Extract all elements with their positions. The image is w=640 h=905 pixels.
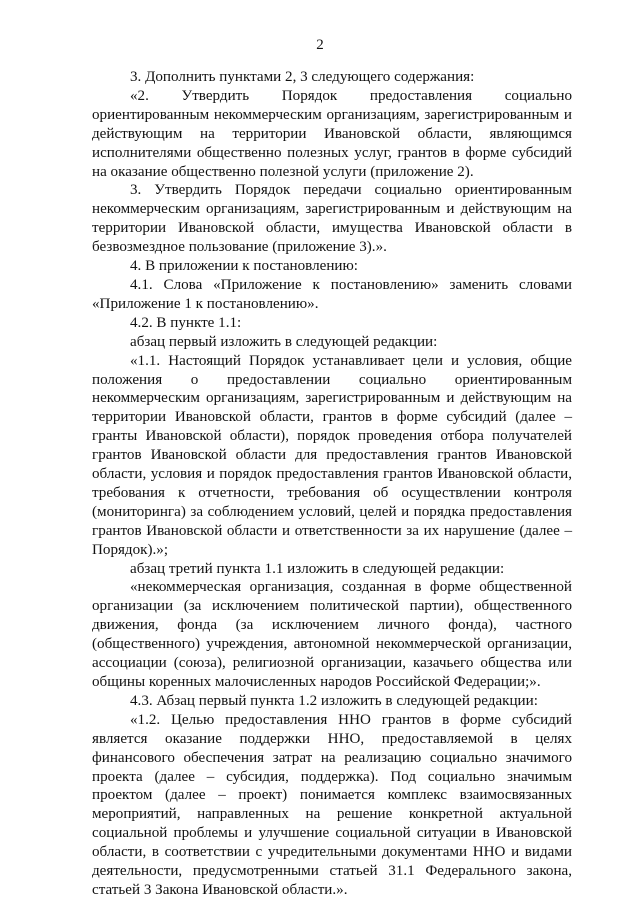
paragraph-item-3-intro: 3. Дополнить пунктами 2, 3 следующего содержания: [130,69,475,85]
paragraph-nko-definition: «некоммерческая организация, созданная в форме общественной организации (за исключением политической партии), общественного движения, фонда (за исключением личного фонда), частного (общественного) учреждения, автономной некоммерческой организации, ассоциации (союза), религиозной организации, казачьего общества или общины коренных малочисленных народов Российской Федерации;». [92,579,572,690]
paragraph-item-4-1: 4.1. Слова «Приложение к постановлению» заменить словами «Приложение 1 к постановлению». [92,276,572,312]
paragraph-item-1-1-text: «1.1. Настоящий Порядок устанавливает цели и условия, общие положения о предоставлении социально ориентированным некоммерческим организациям, зарегистрированным и действующим на территории Ивановской области, грантов в форме субсидий (далее – гранты Ивановской области), порядок проведения отбора получателей грантов Ивановской области для предоставления грантов Ивановской области, условия и порядок предоставления грантов Ивановской области, требования к отчетности, требования об осуществлении контроля (мониторинга) за соблюдением условий, целей и порядка предоставления грантов Ивановской области и ответственности за их нарушение (далее – Порядок).»; [92,352,572,558]
paragraph-item-1-2-text: «1.2. Целью предоставления ННО грантов в форме субсидий является оказание поддержки ННО, предоставляемой в целях финансового обеспечения затрат на реализацию социально значимого проекта (далее – субсидия, поддержка). Под социально значимым проектом (далее – проект) понимается комплекс взаимосвязанных мероприятий, направленных на решение конкретной актуальной социальной проблемы и улучшение социальной ситуации в Ивановской области, в соответствии с учредительными документами ННО и видами деятельности, предусмотренными статьей 31.1 Федерального закона, статьей 3 Закона Ивановской области.». [92,711,572,898]
paragraph-item-3-approve-property: 3. Утвердить Порядок передачи социально ориентированным некоммерческим организациям, зарегистрированным и действующим на территории Ивановской области, имущества Ивановской области в безвозмездное пользование (приложение 3).». [92,182,572,256]
page-number: 2 [316,37,324,53]
paragraph-abzac-third: абзац третий пункта 1.1 изложить в следующей редакции: [130,560,505,577]
paragraph-abzac-first: абзац первый изложить в следующей редакции: [130,333,438,350]
paragraph-item-4-2: 4.2. В пункте 1.1: [130,314,242,331]
document-body [92,68,572,900]
paragraph-item-4-3: 4.3. Абзац первый пункта 1.2 изложить в следующей редакции: [130,692,538,709]
paragraph-item-4-intro: 4. В приложении к постановлению: [130,258,358,275]
paragraph-item-2-approve-grants: «2. Утвердить Порядок предоставления социально ориентированным некоммерческим организациям, зарегистрированным и действующим на территории Ивановской области, являющимся исполнителями общественно полезных услуг, грантов в форме субсидий на оказание общественно полезной услуги (приложение 2). [92,87,572,180]
